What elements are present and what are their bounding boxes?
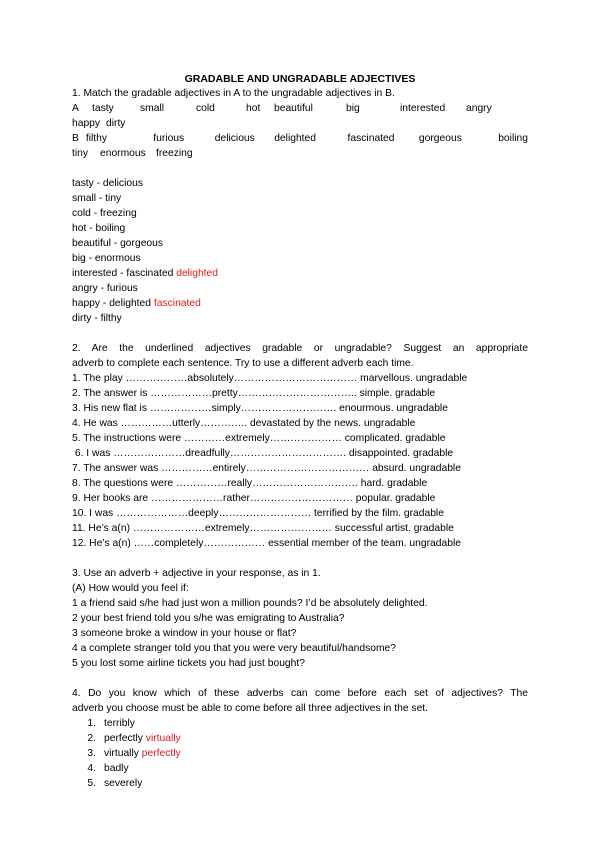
- word-b-1: furious: [153, 133, 185, 144]
- sentence-item: 7. The answer was ……………entirely……………………………… absurd. ungradable: [72, 463, 461, 474]
- adverb-item: 4. badly: [87, 763, 129, 774]
- word-a-5: big: [346, 103, 360, 114]
- correction-text: perfectly: [141, 748, 181, 759]
- correction-text: virtually: [145, 733, 181, 744]
- pair-list: [72, 176, 528, 326]
- section2-instruction-2: adverb to complete each sentence. Try to use a different adverb each time.: [72, 358, 414, 369]
- row-b-label: B: [72, 133, 79, 144]
- word-b-0: filthy: [85, 133, 108, 144]
- adverb-item: 5. severely: [87, 778, 143, 789]
- adverb-item: 2. perfectly virtually: [87, 733, 181, 744]
- sentence-item: 3. His new flat is ………………simply………………………. enourmous. ungradable: [72, 403, 448, 414]
- sentence-item: 4. He was ……………utterly………….. devastated by the news. ungradable: [72, 418, 416, 429]
- pair-item: happy - delighted fascinated: [72, 298, 201, 309]
- question-item: 2 your best friend told you s/he was emigrating to Australia?: [72, 613, 345, 624]
- pair-item: tasty - delicious: [72, 178, 143, 189]
- pair-item: angry - furious: [72, 283, 138, 294]
- sentence-item: 5. The instructions were …………extremely………………… complicated. gradable: [72, 433, 446, 444]
- question-item: 4 a complete stranger told you that you were very beautiful/handsome?: [72, 643, 396, 654]
- word-a-4: beautiful: [274, 103, 313, 114]
- question-list: [72, 596, 528, 671]
- word-a-7: angry: [466, 103, 492, 114]
- question-item: 5 you lost some airline tickets you had just bought?: [72, 658, 305, 669]
- row-a-cont: [72, 116, 528, 131]
- word-a-0: tasty: [92, 103, 114, 114]
- question-item: 3 someone broke a window in your house or flat?: [72, 628, 297, 639]
- word-a-2: cold: [196, 103, 215, 114]
- row-a-label: A: [72, 103, 79, 114]
- adverb-item: 1. terribly: [87, 718, 135, 729]
- sentence-item: 10. I was …………………deeply……………………… terrified by the film. gradable: [72, 508, 444, 519]
- adverb-item: 3. virtually perfectly: [87, 748, 181, 759]
- sentence-item: 2. The answer is ………………pretty…………………………….. simple. gradable: [72, 388, 436, 399]
- section3-subheading: (A) How would you feel if:: [72, 583, 189, 594]
- section4-instruction-1: 4. Do you know which of these adverbs can come before each set of adjectives? The: [72, 688, 528, 699]
- pair-item: small - tiny: [72, 193, 122, 204]
- word-a-8: happy: [72, 118, 101, 129]
- pair-item: big - enormous: [72, 253, 141, 264]
- word-b-4: fascinated: [347, 133, 395, 144]
- row-a: [72, 101, 528, 116]
- word-b-6: boiling: [498, 133, 528, 144]
- correction-text: delighted: [176, 268, 218, 279]
- word-b-3: delighted: [274, 133, 316, 144]
- pair-item: hot - boiling: [72, 223, 126, 234]
- word-a-3: hot: [246, 103, 261, 114]
- word-b-7: tiny: [72, 148, 89, 159]
- document-page: [72, 72, 528, 791]
- word-b-9: freezing: [156, 148, 193, 159]
- sentence-item: 9. Her books are …………………rather………………………… popular. gradable: [72, 493, 436, 504]
- word-a-1: small: [140, 103, 165, 114]
- row-b-cont: [72, 146, 528, 161]
- word-b-2: delicious: [214, 133, 255, 144]
- adverb-list: [72, 716, 528, 791]
- row-b: [72, 131, 528, 146]
- section3-instruction: 3. Use an adverb + adjective in your response, as in 1.: [72, 568, 321, 579]
- pair-item: dirty - filthy: [72, 313, 122, 324]
- section1-instruction: 1. Match the gradable adjectives in A to the ungradable adjectives in B.: [72, 88, 395, 99]
- page-title: GRADABLE AND UNGRADABLE ADJECTIVES: [184, 73, 416, 85]
- sentence-item: 1. The play ………………absolutely……………………………… marvellous. ungradable: [72, 373, 468, 384]
- pair-item: cold - freezing: [72, 208, 137, 219]
- pair-item: interested - fascinated delighted: [72, 268, 218, 279]
- sentence-item: 6. I was …………………dreadfully……………………………. disappointed. gradable: [72, 448, 454, 459]
- section4-instruction-2: adverb you choose must be able to come before all three adjectives in the set.: [72, 703, 429, 714]
- word-a-6: interested: [400, 103, 446, 114]
- sentence-item: 12. He’s a(n) ……completely……………… essential member of the team. ungradable: [72, 538, 461, 549]
- sentence-list: [72, 371, 528, 551]
- question-item: 1 a friend said s/he had just won a million pounds? I’d be absolutely delighted.: [72, 598, 428, 609]
- sentence-item: 11. He’s a(n) …………………extremely…………………… successful artist. gradable: [72, 523, 454, 534]
- word-b-5: gorgeous: [418, 133, 462, 144]
- word-a-9: dirty: [106, 118, 126, 129]
- correction-text: fascinated: [153, 298, 201, 309]
- pair-item: beautiful - gorgeous: [72, 238, 164, 249]
- section2-instruction-1: 2. Are the underlined adjectives gradable or ungradable? Suggest an appropriate: [72, 343, 528, 354]
- word-b-8: enormous: [100, 148, 146, 159]
- sentence-item: 8. The questions were ……………really…………………………. hard. gradable: [72, 478, 428, 489]
